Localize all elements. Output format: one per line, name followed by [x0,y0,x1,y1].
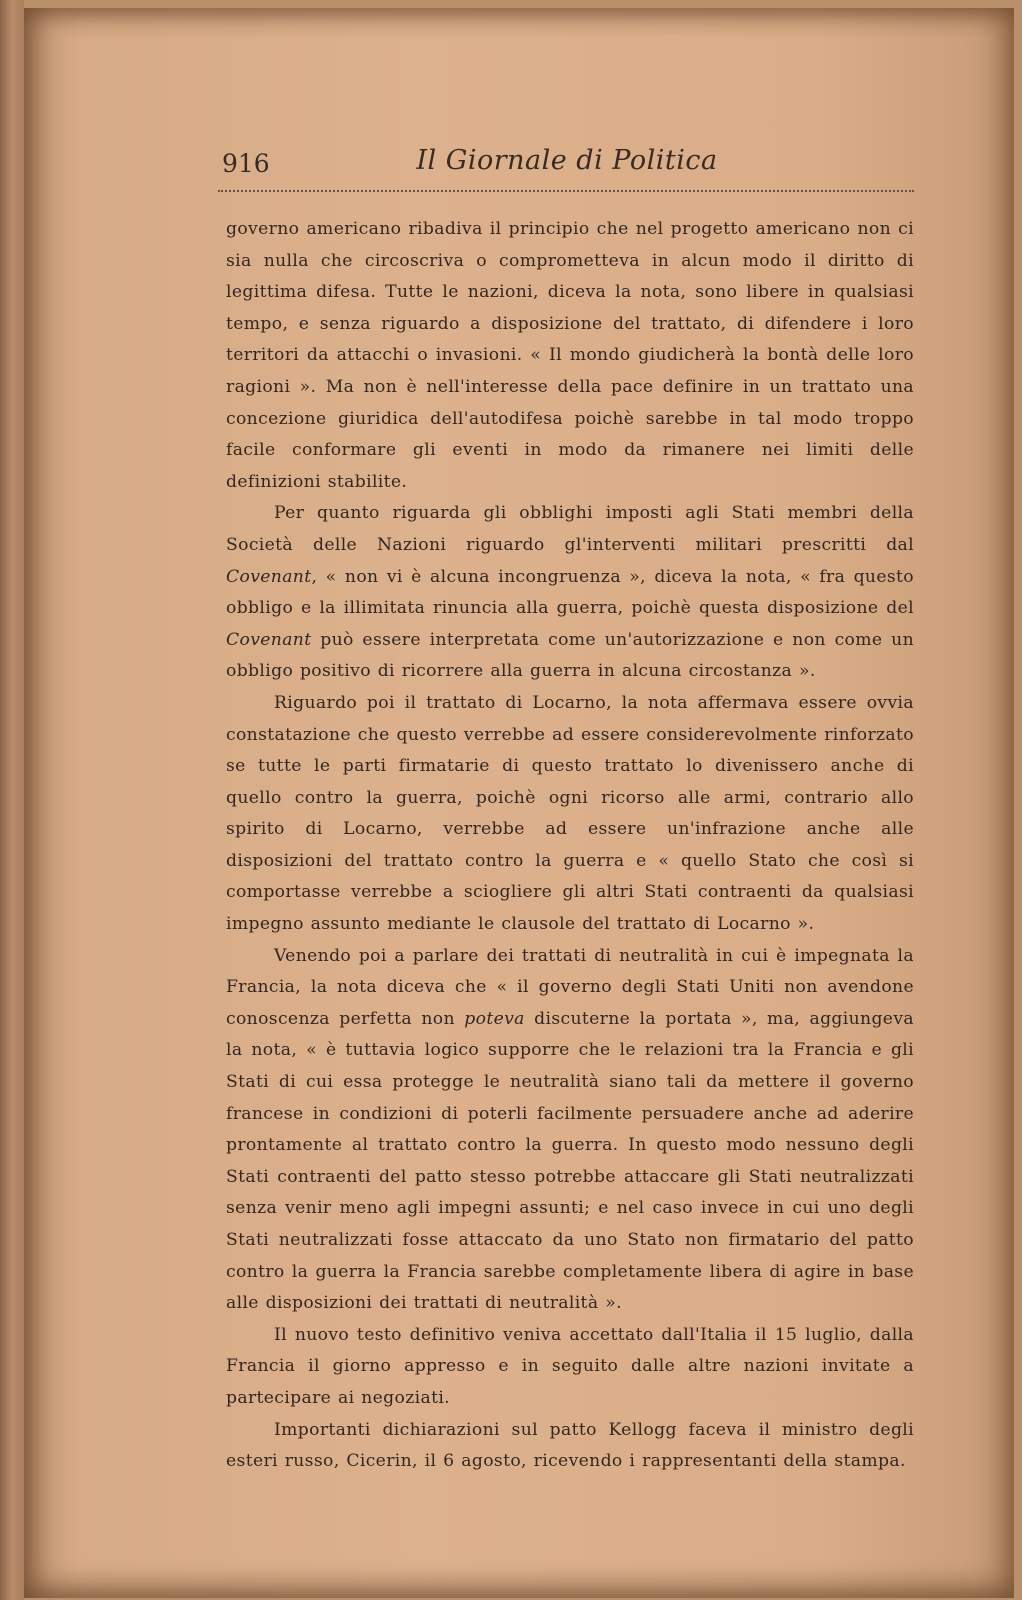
paragraph: Il nuovo testo definitivo veniva accettato dall'Italia il 15 luglio, dalla Francia il giorno appresso e in seguito dalle altre nazioni invitate a partecipare ai negoziati. [226,1324,914,1408]
header-dotted-rule [218,190,914,192]
body-text [226,214,914,1478]
book-spine [0,0,24,1600]
running-title: Il Giornale di Politica [416,145,718,176]
paragraph: Per quanto riguarda gli obblighi imposti agli Stati membri della Società delle Nazioni riguardo gl'interventi militari prescritti dal Covenant, « non vi è alcuna incongruenza », diceva la nota, « fra questo obbligo e la illimitata rinuncia alla guerra, poichè questa disposizione del Covenant può essere interpretata come un'autorizzazione e non come un obbligo positivo di ricorrere alla guerra in alcuna circostanza ». [226,503,914,682]
paragraph: governo americano ribadiva il principio che nel progetto americano non ci sia nulla che circoscriva o comprometteva in alcun modo il diritto di legittima difesa. Tutte le nazioni, diceva la nota, sono libere in qualsiasi tempo, e senza riguardo a disposizione del trattato, di difendere i loro territori da attacchi o invasioni. « Il mondo giudicherà la bontà delle loro ragioni ». Ma non è nell'interesse della pace definire in un trattato una concezione giuridica dell'autodifesa poichè sarebbe in tal modo troppo facile conformare gli eventi in modo da rimanere nei limiti delle definizioni stabilite. [226,219,914,492]
paragraph: Riguardo poi il trattato di Locarno, la nota affermava essere ovvia constatazione che questo verrebbe ad essere considerevolmente rinforzato se tutte le parti firmatarie di questo trattato lo divenissero anche di quello contro la guerra, poichè ogni ricorso alle armi, contrario allo spirito di Locarno, verrebbe ad essere un'infrazione anche alle disposizioni del trattato contro la guerra e « quello Stato che così si comportasse verrebbe a sciogliere gli altri Stati contraenti da qualsiasi impegno assunto mediante le clausole del trattato di Locarno ». [226,692,914,935]
italic-term: poteva [464,1008,525,1029]
paragraph: Venendo poi a parlare dei trattati di neutralità in cui è impegnata la Francia, la nota diceva che « il governo degli Stati Uniti non avendone conoscenza perfetta non poteva discuterne la portata », ma, aggiungeva la nota, « è tuttavia logico supporre che le relazioni tra la Francia e gli Stati di cui essa protegge le neutralità siano tali da mettere il governo francese in condizioni di poterli facilmente persuadere anche ad aderire prontamente al trattato contro la guerra. In questo modo nessuno degli Stati contraenti del patto stesso potrebbe attaccare gli Stati neutralizzati senza venir meno agli impegni assunti; e nel caso invece in cui uno degli Stati neutralizzati fosse attaccato da uno Stato non firmatario del patto contro la guerra la Francia sarebbe completamente libera di agire in base alle disposizioni dei trattati di neutralità ». [226,945,914,1314]
paragraph: Importanti dichiarazioni sul patto Kellogg faceva il ministro degli esteri russo, Cicerin, il 6 agosto, ricevendo i rappresentanti della stampa. [226,1419,914,1472]
italic-term: Covenant [226,566,312,587]
italic-term: Covenant [226,629,312,650]
page-number: 916 [222,149,270,178]
page-header [222,145,912,185]
